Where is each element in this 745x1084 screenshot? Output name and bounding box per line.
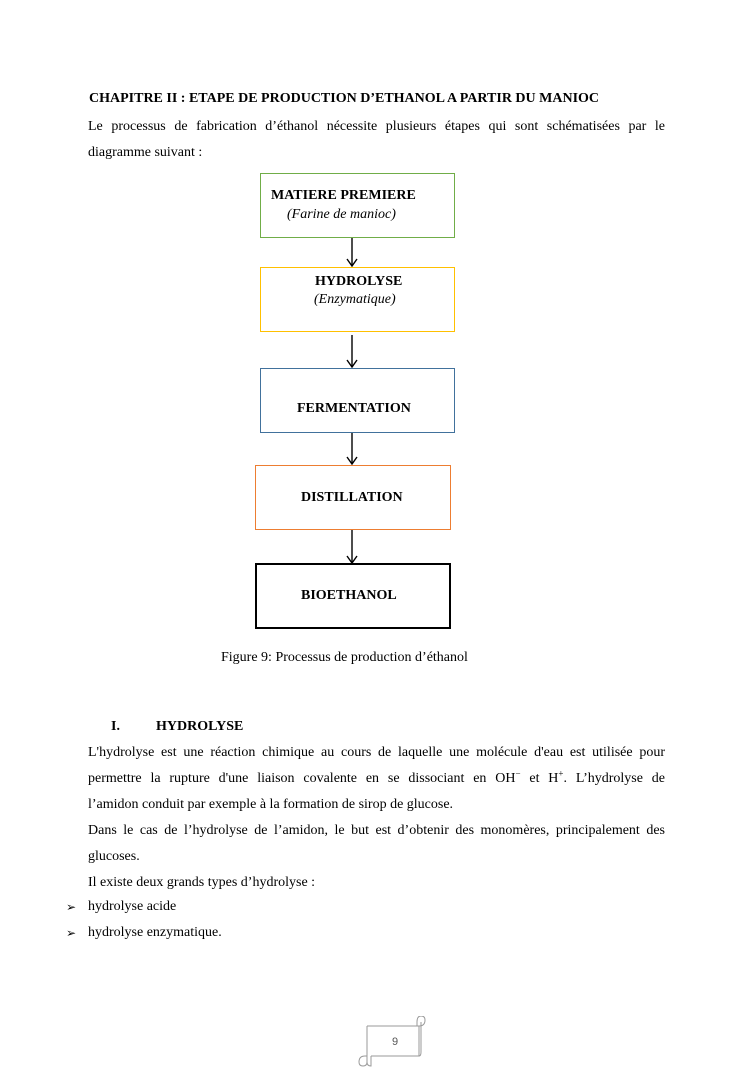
arrowhead-bullet-icon: ➢ bbox=[66, 900, 77, 914]
step-box-raw-material bbox=[260, 173, 455, 238]
step-box-hydrolysis bbox=[260, 267, 455, 332]
body-line-5: glucoses. bbox=[88, 849, 140, 864]
body-text: permettre la rupture d'une liaison covalente en se dissociant en OH bbox=[88, 771, 516, 786]
section-title: HYDROLYSE bbox=[156, 719, 244, 734]
figure-caption: Figure 9: Processus de production d’éthanol bbox=[221, 650, 468, 665]
arrow-down-icon bbox=[344, 238, 360, 268]
h-superscript: + bbox=[558, 768, 564, 779]
arrow-down-icon bbox=[344, 335, 360, 369]
intro-paragraph bbox=[88, 114, 665, 166]
arrow-down-icon bbox=[344, 433, 360, 466]
body-line-6: Il existe deux grands types d’hydrolyse : bbox=[88, 875, 316, 890]
step-label-fermentation: FERMENTATION bbox=[297, 401, 411, 416]
page-number: 9 bbox=[391, 1036, 399, 1048]
intro-line-1: Le processus de fabrication d’éthanol nécessite plusieurs étapes qui sont schématisées par le bbox=[88, 119, 665, 134]
intro-line-2: diagramme suivant : bbox=[88, 145, 203, 160]
body-line-3: l’amidon conduit par exemple à la formation de sirop de glucose. bbox=[88, 797, 454, 812]
body-line-2 bbox=[88, 766, 665, 792]
body-text: . L’hydrolyse de bbox=[563, 771, 665, 786]
body-text: et H bbox=[520, 771, 559, 786]
step-label-distillation: DISTILLATION bbox=[301, 490, 403, 505]
step-box-distillation bbox=[255, 465, 451, 530]
oh-superscript: − bbox=[515, 768, 521, 779]
section-number: I. bbox=[111, 719, 120, 734]
step-label-hydrolysis: HYDROLYSE bbox=[315, 274, 403, 289]
step-box-bioethanol bbox=[255, 563, 451, 629]
step-sub-raw-material: (Farine de manioc) bbox=[287, 207, 396, 222]
arrow-down-icon bbox=[344, 530, 360, 565]
step-sub-hydrolysis: (Enzymatique) bbox=[314, 292, 396, 307]
list-item: hydrolyse enzymatique. bbox=[88, 925, 222, 940]
arrowhead-bullet-icon: ➢ bbox=[66, 926, 77, 940]
hydrolysis-paragraph bbox=[88, 740, 665, 896]
chapter-title: CHAPITRE II : ETAPE DE PRODUCTION D’ETHANOL A PARTIR DU MANIOC bbox=[89, 91, 600, 106]
body-line-4: Dans le cas de l’hydrolyse de l’amidon, le but est d’obtenir des monomères, principalement des bbox=[88, 823, 665, 838]
step-box-fermentation bbox=[260, 368, 455, 433]
list-item: hydrolyse acide bbox=[88, 899, 177, 914]
step-label-bioethanol: BIOETHANOL bbox=[301, 588, 397, 603]
body-line-1: L'hydrolyse est une réaction chimique au cours de laquelle une molécule d'eau est utilisée pour bbox=[88, 745, 665, 760]
step-label-raw-material: MATIERE PREMIERE bbox=[271, 188, 416, 203]
